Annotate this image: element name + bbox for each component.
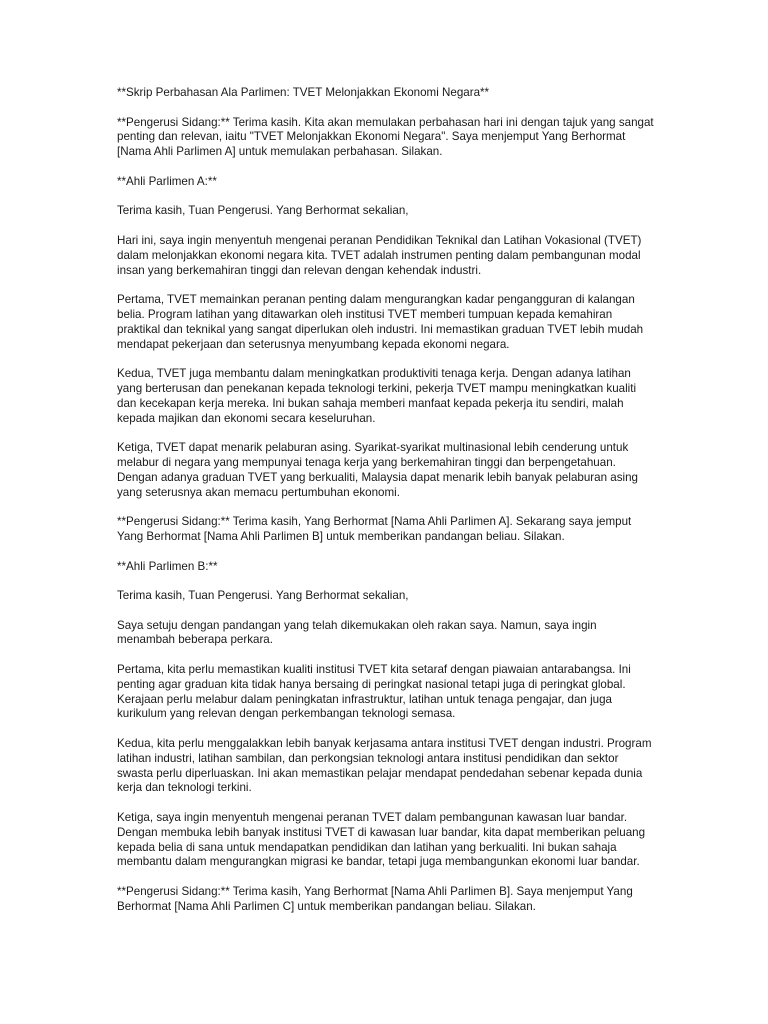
- speaker-b-point-1: Pertama, kita perlu memastikan kualiti institusi TVET kita setaraf dengan piawaian antarabangsa. Ini penting agar graduan kita tidak hanya bersaing di peringkat nasional tetapi juga di peringkat global. Kerajaan perlu melabur dalam peningkatan infrastruktur, latihan untuk tenaga pengajar, dan juga kurikulum yang relevan dengan perkembangan teknologi semasa.: [117, 663, 631, 721]
- speaker-b-intro-paragraph: Saya setuju dengan pandangan yang telah dikemukakan oleh rakan saya. Namun, saya ingin menambah beberapa perkara.: [117, 618, 597, 647]
- speaker-b-greeting: Terima kasih, Tuan Pengerusi. Yang Berhormat sekalian,: [117, 589, 409, 603]
- speaker-a-point-2: Kedua, TVET juga membantu dalam meningkatkan produktiviti tenaga kerja. Dengan adanya latihan yang berterusan dan penekanan kepada teknologi terkini, pekerja TVET mampu meningkatkan kualiti dan kecekapan kerja mereka. Ini bukan sahaja memberi manfaat kepada pekerja itu sendiri, malah kepada majikan dan ekonomi secara keseluruhan.: [117, 367, 637, 425]
- speaker-a-intro-paragraph: Hari ini, saya ingin menyentuh mengenai peranan Pendidikan Teknikal dan Latihan Vokasional (TVET) dalam melonjakkan ekonomi negara kita. TVET adalah instrumen penting dalam pembangunan modal insan yang berkemahiran tinggi dan relevan dengan kehendak industri.: [117, 233, 642, 277]
- speaker-a-point-3: Ketiga, TVET dapat menarik pelaburan asing. Syarikat-syarikat multinasional lebih cenderung untuk melabur di negara yang mempunyai tenaga kerja yang berkemahiran tinggi dan berpengetahuan. Dengan adanya graduan TVET yang berkualiti, Malaysia dapat menarik lebih banyak pelaburan asing yang seterusnya akan memacu pertumbuhan ekonomi.: [117, 441, 638, 499]
- speaker-a-greeting: Terima kasih, Tuan Pengerusi. Yang Berhormat sekalian,: [117, 204, 409, 218]
- document-page: [117, 86, 657, 929]
- document-title: **Skrip Perbahasan Ala Parlimen: TVET Melonjakkan Ekonomi Negara**: [117, 86, 490, 99]
- speaker-a-heading: **Ahli Parlimen A:**: [117, 174, 217, 188]
- chair-opening-paragraph: **Pengerusi Sidang:** Terima kasih. Kita akan memulakan perbahasan hari ini dengan tajuk yang sangat penting dan relevan, iaitu "TVET Melonjakkan Ekonomi Negara". Saya menjemput Yang Berhormat [Nama Ahli Parlimen A] untuk memulakan perbahasan. Silakan.: [117, 115, 654, 159]
- speaker-b-point-2: Kedua, kita perlu menggalakkan lebih banyak kerjasama antara institusi TVET dengan industri. Program latihan industri, latihan sambilan, dan perkongsian teknologi antara institusi pendidikan dan sektor swasta perlu diperluaskan. Ini akan memastikan pelajar mendapat pendedahan sebenar kepada dunia kerja dan teknologi terkini.: [117, 737, 652, 795]
- speaker-b-point-3: Ketiga, saya ingin menyentuh mengenai peranan TVET dalam pembangunan kawasan luar bandar. Dengan membuka lebih banyak institusi TVET di kawasan luar bandar, kita dapat memberikan peluang kepada belia di sana untuk mendapatkan pendidikan dan latihan yang berkualiti. Ini bukan sahaja membantu dalam mengurangkan migrasi ke bandar, tetapi juga membangunkan ekonomi luar bandar.: [117, 811, 646, 869]
- speaker-a-point-1: Pertama, TVET memainkan peranan penting dalam mengurangkan kadar pengangguran di kalangan belia. Program latihan yang ditawarkan oleh institusi TVET memberi tumpuan kepada kemahiran praktikal dan teknikal yang sangat diperlukan oleh industri. Ini memastikan graduan TVET lebih mudah mendapat pekerjaan dan seterusnya menyumbang kepada ekonomi negara.: [117, 293, 644, 351]
- chair-transition-paragraph-c: **Pengerusi Sidang:** Terima kasih, Yang Berhormat [Nama Ahli Parlimen B]. Saya menjemput Yang Berhormat [Nama Ahli Parlimen C] untuk memberikan pandangan beliau. Silakan.: [117, 885, 633, 913]
- chair-transition-paragraph-b: **Pengerusi Sidang:** Terima kasih, Yang Berhormat [Nama Ahli Parlimen A]. Sekarang saya jemput Yang Berhormat [Nama Ahli Parlimen B] untuk memberikan pandangan beliau. Silakan.: [117, 515, 632, 543]
- speaker-b-heading: **Ahli Parlimen B:**: [117, 559, 218, 573]
